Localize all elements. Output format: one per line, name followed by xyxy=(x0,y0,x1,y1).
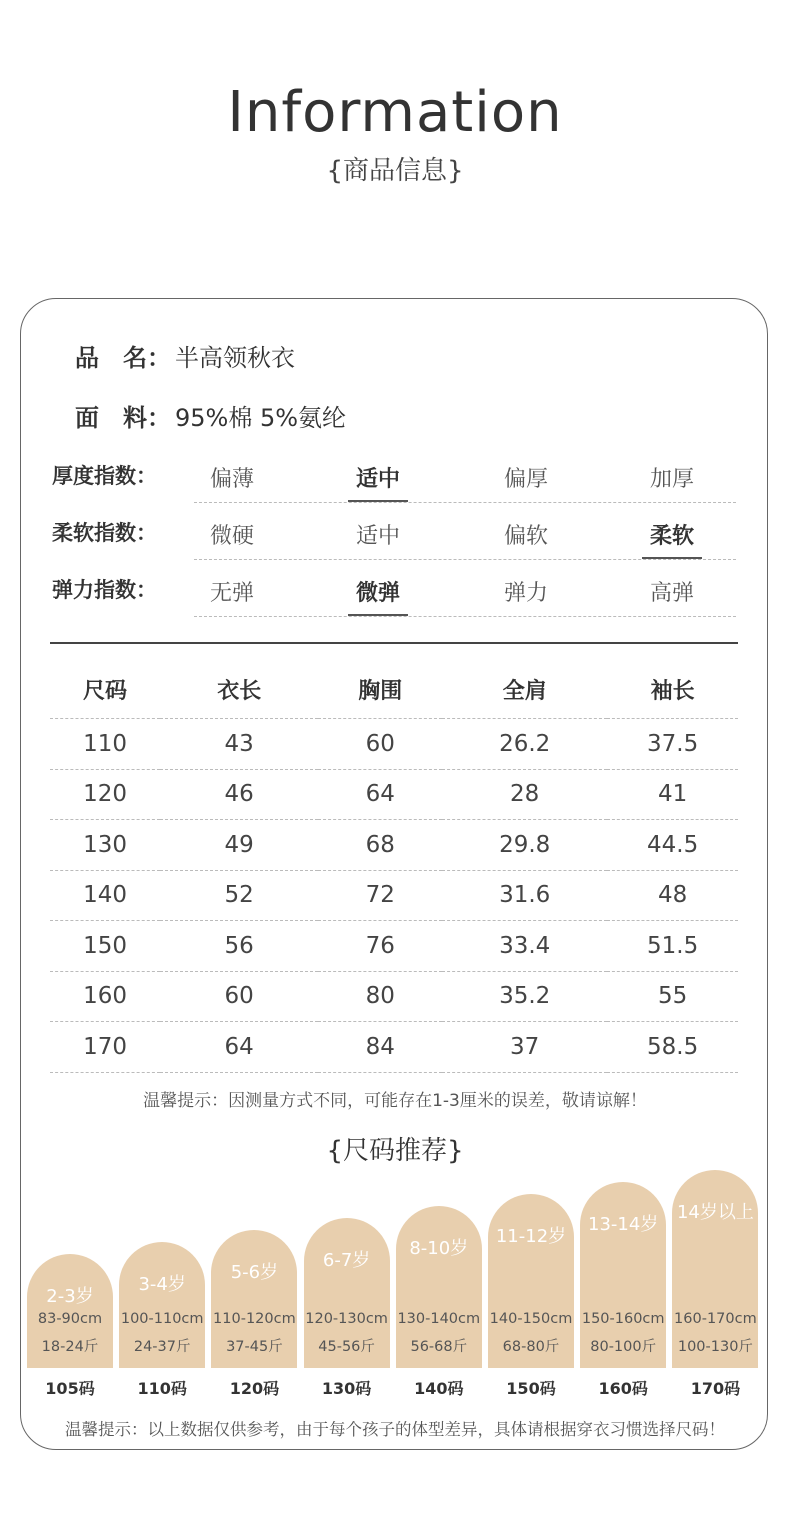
table-cell: 130 xyxy=(50,820,160,871)
table-cell: 49 xyxy=(160,820,318,871)
arch-age: 5-6岁 xyxy=(230,1262,279,1283)
table-cell: 31.6 xyxy=(442,870,607,921)
size-arch xyxy=(27,1254,113,1368)
arch-height: 140-150cm xyxy=(489,1311,573,1327)
scale-option-selected: 适中 xyxy=(348,462,408,493)
arch-size-code: 150码 xyxy=(506,1379,556,1398)
table-cell: 170 xyxy=(50,1022,160,1073)
page-subtitle: {商品信息} xyxy=(326,156,464,186)
table-cell: 48 xyxy=(607,870,738,921)
arch-size-code: 170码 xyxy=(690,1379,741,1398)
arch-height: 150-160cm xyxy=(581,1311,665,1327)
table-cell: 46 xyxy=(160,769,318,820)
arch-age: 6-7岁 xyxy=(322,1250,371,1271)
table-cell: 26.2 xyxy=(442,719,607,770)
table-cell: 37 xyxy=(442,1022,607,1073)
scale-row xyxy=(52,460,736,500)
arch-weight: 80-100斤 xyxy=(590,1339,657,1355)
product-name-value: 半高领秋衣 xyxy=(175,344,295,372)
product-fabric-value: 95%棉 5%氨纶 xyxy=(175,404,347,432)
arch-weight: 68-80斤 xyxy=(502,1339,560,1355)
table-cell: 68 xyxy=(318,820,442,871)
arch-age: 14岁以上 xyxy=(676,1202,754,1223)
table-top-divider xyxy=(50,642,738,644)
size-table-header-row xyxy=(50,660,738,719)
arch-age: 8-10岁 xyxy=(409,1238,469,1259)
arch-age: 2-3岁 xyxy=(46,1286,94,1307)
table-cell: 41 xyxy=(607,769,738,820)
table-row xyxy=(50,971,738,1022)
scale-option: 微硬 xyxy=(209,524,254,549)
scale-option: 偏软 xyxy=(503,524,548,549)
scale-option: 偏薄 xyxy=(209,467,254,492)
table-cell: 80 xyxy=(318,971,442,1022)
arch-size-code: 140码 xyxy=(414,1379,464,1398)
size-arch xyxy=(304,1218,390,1368)
size-table-header: 全肩 xyxy=(442,660,607,719)
table-row xyxy=(50,870,738,921)
table-cell: 37.5 xyxy=(607,719,738,770)
arch-height: 83-90cm xyxy=(37,1311,103,1327)
table-row xyxy=(50,1022,738,1073)
table-cell: 64 xyxy=(160,1022,318,1073)
table-cell: 120 xyxy=(50,769,160,820)
arch-height: 100-110cm xyxy=(120,1311,204,1327)
table-cell: 84 xyxy=(318,1022,442,1073)
size-arch xyxy=(580,1182,666,1368)
scale-row xyxy=(52,517,736,557)
table-row xyxy=(50,921,738,972)
table-cell: 64 xyxy=(318,769,442,820)
arch-age: 11-12岁 xyxy=(495,1226,567,1247)
arch-weight: 56-68斤 xyxy=(410,1339,468,1355)
arch-size-code: 110码 xyxy=(137,1379,187,1398)
size-table xyxy=(50,660,738,1073)
product-fabric-label: 面 料： xyxy=(75,404,171,432)
table-cell: 140 xyxy=(50,870,160,921)
size-arch xyxy=(119,1242,205,1368)
scale-option: 无弹 xyxy=(209,581,254,606)
arch-height: 160-170cm xyxy=(674,1311,757,1327)
table-cell: 35.2 xyxy=(442,971,607,1022)
product-fabric-row xyxy=(75,398,346,433)
table-cell: 44.5 xyxy=(607,820,738,871)
table-cell: 52 xyxy=(160,870,318,921)
arch-weight: 37-45斤 xyxy=(226,1339,283,1355)
arch-size-code: 105码 xyxy=(45,1379,95,1398)
arch-size-code: 130码 xyxy=(321,1379,372,1398)
scale-option: 适中 xyxy=(355,524,400,549)
arch-size-code: 160码 xyxy=(598,1379,648,1398)
table-cell: 58.5 xyxy=(607,1022,738,1073)
table-cell: 28 xyxy=(442,769,607,820)
table-cell: 55 xyxy=(607,971,738,1022)
scale-row xyxy=(52,574,736,614)
table-cell: 60 xyxy=(318,719,442,770)
scale-option: 加厚 xyxy=(649,467,694,492)
scale-divider xyxy=(194,502,736,503)
table-cell: 33.4 xyxy=(442,921,607,972)
size-table-header: 袖长 xyxy=(607,660,738,719)
table-cell: 43 xyxy=(160,719,318,770)
table-cell: 150 xyxy=(50,921,160,972)
table-cell: 72 xyxy=(318,870,442,921)
table-cell: 60 xyxy=(160,971,318,1022)
scale-label: 厚度指数： xyxy=(52,464,157,488)
arch-weight: 18-24斤 xyxy=(41,1339,99,1355)
table-row xyxy=(50,719,738,770)
arch-weight: 100-130斤 xyxy=(677,1339,753,1355)
table-cell: 51.5 xyxy=(607,921,738,972)
size-table-body xyxy=(50,719,738,1073)
arch-weight: 45-56斤 xyxy=(318,1339,375,1355)
page-title: Information xyxy=(227,80,563,145)
arch-age: 3-4岁 xyxy=(138,1274,186,1295)
table-cell: 56 xyxy=(160,921,318,972)
size-table-header: 衣长 xyxy=(160,660,318,719)
scale-option: 高弹 xyxy=(649,581,694,606)
scale-label: 弹力指数： xyxy=(52,578,157,602)
scale-option: 弹力 xyxy=(503,581,548,606)
arch-age: 13-14岁 xyxy=(588,1214,659,1235)
size-arch xyxy=(211,1230,297,1368)
recommend-title: {尺码推荐} xyxy=(326,1136,464,1166)
measurement-note: 温馨提示：因测量方式不同，可能存在1-3厘米的误差，敬请谅解！ xyxy=(143,1091,647,1111)
size-arch xyxy=(488,1194,574,1368)
scale-option-selected: 微弹 xyxy=(348,576,408,607)
scale-label: 柔软指数： xyxy=(52,521,157,545)
product-name-label: 品 名： xyxy=(75,344,171,372)
size-table-header: 尺码 xyxy=(50,660,160,719)
recommend-note: 温馨提示：以上数据仅供参考，由于每个孩子的体型差异，具体请根据穿衣习惯选择尺码！ xyxy=(65,1420,725,1439)
table-row xyxy=(50,820,738,871)
table-cell: 110 xyxy=(50,719,160,770)
scale-option: 偏厚 xyxy=(503,467,548,492)
table-cell: 76 xyxy=(318,921,442,972)
size-arch xyxy=(396,1206,482,1368)
arch-height: 110-120cm xyxy=(213,1311,296,1327)
product-name-row xyxy=(75,338,295,373)
table-cell: 29.8 xyxy=(442,820,607,871)
scale-option-selected: 柔软 xyxy=(642,519,702,550)
table-row xyxy=(50,769,738,820)
arch-height: 130-140cm xyxy=(397,1311,481,1327)
size-arch xyxy=(672,1170,758,1368)
arch-height: 120-130cm xyxy=(305,1311,388,1327)
arch-size-code: 120码 xyxy=(229,1379,280,1398)
scale-divider xyxy=(194,616,736,617)
arch-weight: 24-37斤 xyxy=(133,1339,191,1355)
scale-divider xyxy=(194,559,736,560)
table-cell: 160 xyxy=(50,971,160,1022)
size-table-header: 胸围 xyxy=(318,660,442,719)
